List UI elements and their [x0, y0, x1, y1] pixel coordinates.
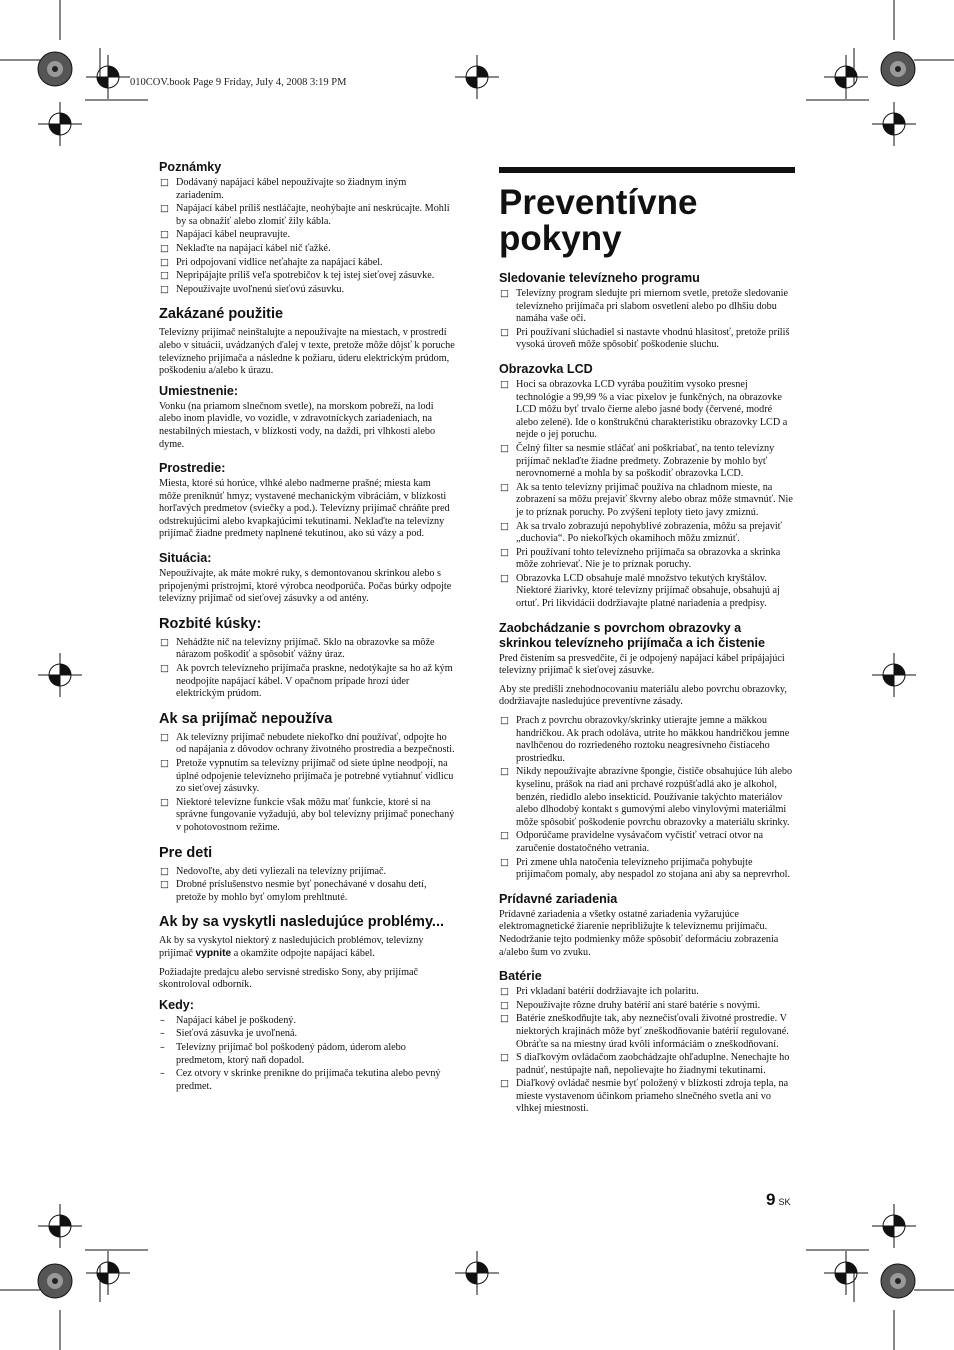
- section-heading: Rozbité kúsky:: [159, 615, 262, 632]
- subsection-paragraph: Vonku (na priamom slnečnom svetle), na morskom pobreží, na lodi alebo inom plavidle, vo vozidle, v zdravotníckych zariadeniach, na nestabilných miestach, v blízkosti vody, na daždi, pri vlhkosti alebo dyme.: [159, 400, 436, 450]
- list-item: [159, 663, 455, 701]
- list-item-text: Čelný filter sa nesmie stláčať ani poškriabať, na tento televízny prijímač neklaďte žiadne predmety. Zobrazenie by mohlo byť nerovnomerné a mohla by sa poškodiť obrazovka LCD.: [516, 442, 775, 480]
- list-item-text: Ak sa trvalo zobrazujú nepohyblivé zobrazenia, môžu sa prejaviť „duchovia“. Po niekoľkých okamihoch môžu zmiznúť.: [516, 520, 783, 545]
- list-item: [159, 637, 455, 662]
- subsection: [159, 998, 455, 1094]
- dash-marker: –: [160, 1068, 165, 1080]
- list-item-text: Nedovoľte, aby deti vyliezali na televízny prijímač.: [176, 865, 387, 877]
- section-paragraph: Televízny prijímač neinštalujte a nepoužívajte na miestach, v prostredí alebo v situácii, uvádzaných ďalej v texte, pretože môže dôjsť k poruche televízneho prijímača a následne k požiaru, úderu elektrickým prúdom, poškodeniu a/alebo k úrazu.: [159, 327, 455, 377]
- section-heading: Prídavné zariadenia: [499, 891, 618, 906]
- checkbox-icon: □: [500, 986, 509, 998]
- list-item: [159, 229, 455, 242]
- page-number-value: 9: [766, 1190, 776, 1209]
- list-item-text: Obrazovka LCD obsahuje malé množstvo tekutých kryštálov. Niektoré žiarivky, ktoré televízny prijímač obsahuje, obsahujú aj ortuť. Pri likvidácii dodržiavajte platné nariadenia a predpisy.: [516, 572, 780, 610]
- checkbox-icon: □: [500, 326, 509, 338]
- list-item: [499, 1013, 795, 1051]
- list-item: [499, 443, 795, 481]
- list-item: [159, 797, 455, 835]
- section: [499, 271, 795, 352]
- list-item-text: Nepripájajte príliš veľa spotrebičov k tej istej sieťovej zásuvke.: [176, 270, 435, 282]
- list-item-text: Pretože vypnutím sa televízny prijímač od siete úplne neodpojí, na úplné odpojenie televízneho prijímača je potrebné vytiahnuť vidlicu zo sieťovej zásuvky.: [176, 758, 454, 795]
- checkbox-icon: □: [160, 731, 169, 743]
- checkbox-icon: □: [160, 663, 169, 675]
- checkbox-icon: □: [500, 481, 509, 493]
- subsection: [159, 384, 455, 451]
- subsection-heading: Prostredie:: [159, 461, 226, 476]
- list-item: [499, 379, 795, 442]
- bullet-list: [159, 637, 455, 701]
- checkbox-icon: □: [500, 572, 509, 584]
- section: [159, 160, 455, 296]
- checkbox-icon: □: [500, 546, 509, 558]
- section: [499, 621, 795, 882]
- title-rule: [499, 167, 795, 173]
- list-item: [499, 766, 795, 829]
- section: [159, 914, 455, 1093]
- checkbox-icon: □: [160, 229, 169, 241]
- checkbox-icon: □: [500, 830, 509, 842]
- subsection: [159, 551, 455, 606]
- section-heading: Batérie: [499, 969, 542, 984]
- page-number: [766, 1190, 790, 1210]
- list-item-text: Pri používaní tohto televízneho prijímača sa obrazovka a skrinka môže zohrievať. Nie je to príznak poruchy.: [516, 546, 781, 571]
- list-item-text: Ak povrch televízneho prijímača praskne, nedotýkajte sa ho až kým neodpojíte napájací kábel. V opačnom prípade hrozí úder elektrickým prúdom.: [176, 663, 453, 700]
- list-item-text: Prach z povrchu obrazovky/skrinky utierajte jemne a mäkkou handričkou. Ak prach odoláva, utrite ho mäkkou handričkou jemne navlhčenou do rozriedeného roztoku neagresívneho čistiaceho prostriedku.: [516, 715, 790, 764]
- list-item: [499, 521, 795, 546]
- list-item: [159, 732, 455, 757]
- list-item: [159, 257, 455, 270]
- subsection-paragraph: Nepoužívajte, ak máte mokré ruky, s demontovanou skrinkou alebo s pripojenými prístrojmi, ktoré výrobca neodporúča. Počas búrky odpojte televízny prijímač od sieťovej zásuvky a od antény.: [159, 568, 452, 605]
- checkbox-icon: □: [500, 715, 509, 727]
- list-item: [499, 327, 795, 352]
- list-item: [159, 758, 455, 796]
- list-item: [159, 1068, 455, 1093]
- text: a okamžite odpojte napájací kábel.: [231, 947, 375, 959]
- right-column-body: [499, 271, 795, 1116]
- list-item: [159, 203, 455, 228]
- subsection-heading: Situácia:: [159, 551, 212, 566]
- checkbox-icon: □: [160, 242, 169, 254]
- checkbox-icon: □: [500, 856, 509, 868]
- checkbox-icon: □: [500, 288, 509, 299]
- list-item: [159, 1015, 455, 1028]
- list-item-text: Odporúčame pravidelne vysávačom vyčistiť vetrací otvor na zaručenie dostatočného vetrania.: [516, 830, 764, 854]
- list-item-text: Nikdy nepoužívajte abrazívne špongie, čističe obsahujúce lúh alebo kyselinu, prášok na riad ani prchavé rozpúšťadlá ako je alkohol, benzén, riedidlo alebo insekticíd. Používanie takýchto materiálov alebo dlhodobý kontakt s gumovými alebo vinylovými materiálmi môže spôsobiť poškodenie povrchu obrazovky a materiálu skrinky.: [516, 766, 793, 828]
- list-item-text: Batérie zneškodňujte tak, aby neznečisťovali životné prostredie. V niektorých krajinách môže byť zneškodňovanie batérií regulované. Obráťte sa na miestny úrad kvôli informáciám o zneškodňovaní.: [516, 1013, 789, 1050]
- section-paragraph: [159, 935, 455, 960]
- checkbox-icon: □: [500, 1013, 509, 1025]
- list-item-text: Nehádžte nič na televízny prijímač. Sklo na obrazovke sa môže nárazom poškodiť a spôsobiť vážny úraz.: [176, 636, 435, 661]
- checkbox-icon: □: [160, 203, 169, 215]
- text: Ak by sa vyskytol niektorý z nasledujúcich problémov, televízny prijímač: [159, 935, 424, 959]
- left-column: [159, 160, 455, 1103]
- list-item-text: Hoci sa obrazovka LCD vyrába použitím vysoko presnej technológie a 99,99 % a viac pixelov je funkčných, na obrazovke LCD môžu byť trvalo čierne alebo jasné body (červené, modré alebo zelené). Ide o konštrukčnú charakteristiku obrazovky LCD a nejde o jej poruchu.: [516, 378, 788, 441]
- section: [499, 362, 795, 611]
- checkbox-icon: □: [500, 999, 509, 1011]
- checkbox-icon: □: [500, 442, 509, 454]
- list-item: [499, 1052, 795, 1077]
- checkbox-icon: □: [500, 520, 509, 532]
- list-item-text: Niektoré televízne funkcie však môžu mať funkcie, ktoré si na správne fungovanie vyžadujú, aby bol televízny prijímač ponechaný v pohotovostnom režime.: [176, 796, 455, 833]
- section-heading: Pre deti: [159, 844, 213, 861]
- list-item-text: Napájací kábel je poškodený.: [176, 1014, 296, 1026]
- list-item-text: Dodávaný napájací kábel nepoužívajte so žiadnym iným zariadením.: [176, 177, 407, 201]
- bullet-list: [499, 715, 795, 882]
- list-item-text: Televízny prijímač bol poškodený pádom, úderom alebo predmetom, ktorý naň dopadol.: [176, 1041, 406, 1066]
- section-paragraph: Aby ste predišli znehodnocovaniu materiálu alebo povrchu obrazovky, dodržiavajte nasledujúce preventívne zásady.: [499, 683, 787, 708]
- bullet-list: [159, 866, 455, 905]
- list-item-text: Ak televízny prijímač nebudete niekoľko dní používať, odpojte ho od napájania z dôvodov ochrany životného prostredia a bezpečnosti.: [176, 731, 455, 756]
- section-heading: Sledovanie televízneho programu: [499, 271, 700, 285]
- checkbox-icon: □: [160, 177, 169, 188]
- list-item: [499, 1078, 795, 1116]
- list-item-text: Nepoužívajte uvoľnenú sieťovú zásuvku.: [176, 283, 345, 295]
- list-item-text: Pri odpojovaní vidlice neťahajte za napájací kábel.: [176, 256, 383, 268]
- list-item-text: S diaľkovým ovládačom zaobchádzajte ohľaduplne. Nenechajte ho padnúť, nestúpajte naň, nepolievajte ho žiadnymi tekutinami.: [516, 1052, 790, 1076]
- list-item: [159, 270, 455, 283]
- section-heading: Ak by sa vyskytli nasledujúce problémy...: [159, 914, 445, 931]
- bold-keyword: vypnite: [195, 947, 232, 959]
- checkbox-icon: □: [500, 1052, 509, 1064]
- dash-marker: –: [160, 1028, 165, 1040]
- list-item: [159, 284, 455, 297]
- section: [159, 306, 455, 606]
- list-item-text: Neklaďte na napájací kábel nič ťažké.: [176, 242, 331, 254]
- subsection-paragraph: Miesta, ktoré sú horúce, vlhké alebo nadmerne prašné; miesta kam môže preniknúť hmyz; vystavené mechanickým vibráciám, v blízkosti horľavých predmetov (sviečky a pod.). Televízny prijímač chráňte pred odstrekujúcimi alebo kvapkajúcimi tekutinami. Neklaďte na televízny prijímač žiadne predmety naplnené tekutinou, ako sú vázy a pod.: [159, 478, 450, 540]
- list-item: [159, 177, 455, 202]
- dash-marker: –: [160, 1014, 165, 1026]
- subsection-heading: Umiestnenie:: [159, 383, 239, 398]
- checkbox-icon: □: [160, 283, 169, 295]
- list-item-text: Pri zmene uhla natočenia televízneho prijímača pohybujte prijímačom pomaly, aby nespadol zo stojana ani aby sa neprevrhol.: [516, 856, 791, 881]
- list-item-text: Cez otvory v skrinke prenikne do prijímača tekutina alebo pevný predmet.: [176, 1068, 441, 1092]
- section-heading: Zaobchádzanie s povrchom obrazovky a skrinkou televízneho prijímača a ich čistenie: [499, 620, 765, 650]
- list-item-text: Napájací kábel príliš nestláčajte, neohýbajte ani neskrúcajte. Mohli by sa obnažiť alebo zlomiť žily kábla.: [176, 203, 450, 227]
- section-heading: Poznámky: [159, 160, 222, 174]
- list-item-text: Televízny program sledujte pri miernom svetle, pretože sledovanie televízneho prijímača pri slabom osvetlení alebo po dlhšiu dobu namáha vaše oči.: [516, 288, 788, 325]
- list-item: [499, 830, 795, 855]
- list-item: [499, 288, 795, 326]
- section-paragraph: Požiadajte predajcu alebo servisné stredisko Sony, aby prijímač skontroloval odborník.: [159, 966, 419, 991]
- checkbox-icon: □: [160, 879, 169, 891]
- checkbox-icon: □: [160, 796, 169, 808]
- dash-marker: –: [160, 1041, 165, 1053]
- list-item: [499, 547, 795, 572]
- list-item-text: Pri vkladaní batérií dodržiavajte ich polaritu.: [516, 986, 699, 998]
- checkbox-icon: □: [160, 270, 169, 282]
- list-item-text: Drobné príslušenstvo nesmie byť ponechávané v dosahu detí, pretože by mohlo byť omylom prehltnuté.: [176, 879, 427, 903]
- section-heading: Ak sa prijímač nepoužíva: [159, 710, 333, 727]
- list-item-text: Nepoužívajte rôzne druhy batérií ani staré batérie s novými.: [516, 999, 761, 1011]
- list-item: [159, 243, 455, 256]
- bullet-list: [159, 732, 455, 835]
- section-paragraph: Prídavné zariadenia a všetky ostatné zariadenia vyžarujúce elektromagnetické žiarenie nepribližujte k televíznemu prijímaču. Nedodržanie tejto podmienky môže spôsobiť deformáciu zobrazenia a/alebo šum vo zvuku.: [499, 908, 779, 958]
- section: [159, 616, 455, 701]
- list-item: [159, 866, 455, 879]
- section-heading: Zakázané použitie: [159, 306, 284, 323]
- list-item: [159, 1028, 455, 1041]
- bullet-list: [499, 288, 795, 352]
- section: [499, 892, 795, 959]
- list-item: [499, 986, 795, 999]
- list-item-text: Sieťová zásuvka je uvoľnená.: [176, 1028, 298, 1040]
- book-header: 010COV.book Page 9 Friday, July 4, 2008 3:19 PM: [130, 77, 347, 88]
- checkbox-icon: □: [500, 1078, 509, 1090]
- list-item: [499, 715, 795, 765]
- subsection-heading: Kedy:: [159, 997, 194, 1012]
- bullet-list: [499, 986, 795, 1116]
- list-item-text: Napájací kábel neupravujte.: [176, 229, 290, 241]
- subsection: [159, 461, 455, 541]
- bullet-list: [159, 1015, 455, 1094]
- checkbox-icon: □: [500, 766, 509, 778]
- page-language: SK: [778, 1197, 791, 1207]
- bullet-list: [159, 177, 455, 296]
- section: [159, 845, 455, 905]
- right-column: [499, 160, 795, 1126]
- list-item: [499, 482, 795, 520]
- bullet-list: [499, 379, 795, 611]
- list-item-text: Ak sa tento televízny prijímač používa na chladnom mieste, na zobrazení sa môžu prejaviť škvrny alebo obraz môže stmavnúť. Nie je to príznak poruchy. Po zvýšení teploty tieto javy zmiznú.: [516, 481, 793, 518]
- checkbox-icon: □: [160, 256, 169, 268]
- list-item: [159, 1042, 455, 1067]
- checkbox-icon: □: [160, 636, 169, 648]
- list-item: [499, 573, 795, 611]
- section: [159, 711, 455, 835]
- section-paragraph: Pred čistením sa presvedčite, či je odpojený napájací kábel pripájajúci televízny prijímač k sieťovej zásuvke.: [499, 652, 785, 677]
- list-item-text: Diaľkový ovládač nesmie byť položený v blízkosti zdroja tepla, na mieste vystavenom účinkom priameho slnečného svetla ani vo vlhkej miestnosti.: [516, 1078, 789, 1115]
- list-item: [499, 1000, 795, 1013]
- section-heading: Obrazovka LCD: [499, 361, 593, 376]
- checkbox-icon: □: [500, 378, 509, 390]
- page-title: Preventívne pokyny: [499, 183, 698, 258]
- checkbox-icon: □: [160, 865, 169, 877]
- list-item: [159, 879, 455, 904]
- section: [499, 969, 795, 1116]
- list-item: [499, 857, 795, 882]
- checkbox-icon: □: [160, 758, 169, 769]
- list-item-text: Pri používaní slúchadiel si nastavte vhodnú hlasitosť, pretože príliš vysoká úroveň môže spôsobiť poškodenie sluchu.: [516, 326, 790, 351]
